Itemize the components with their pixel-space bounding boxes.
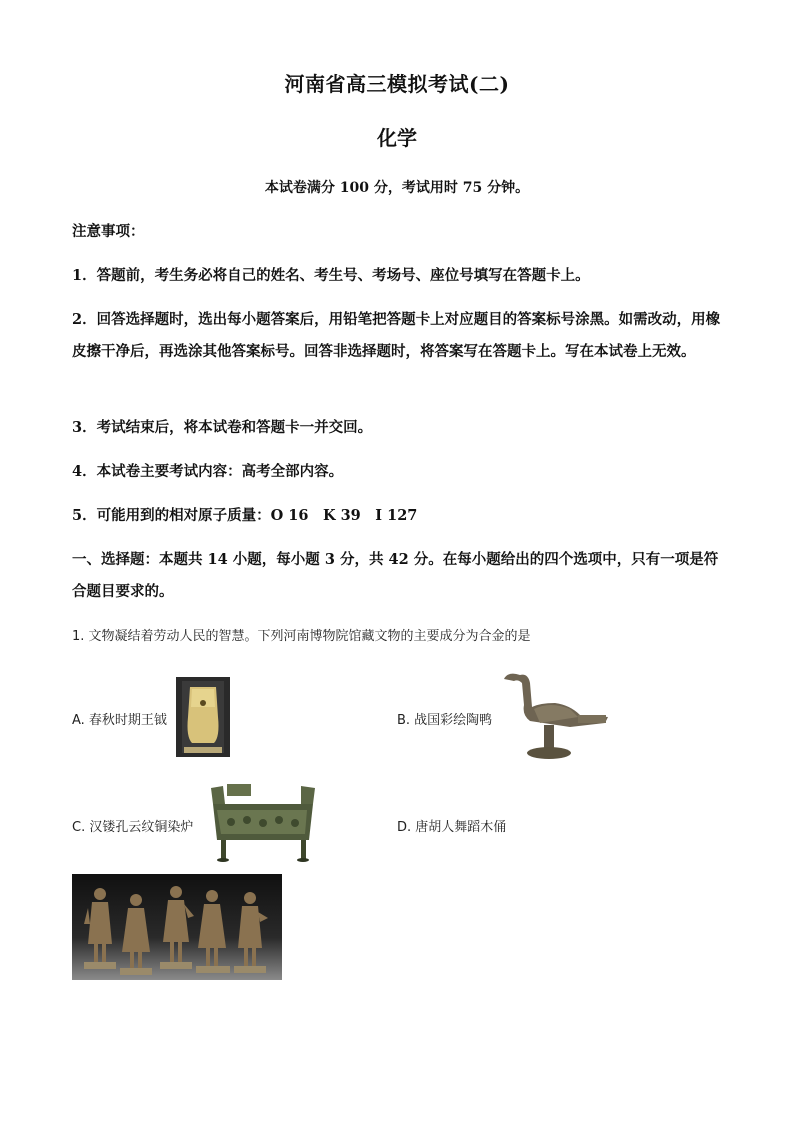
- option-c-label: C. 汉镂孔云纹铜染炉: [72, 820, 194, 835]
- note-item-1: 1．答题前，考生务必将自己的姓名、考生号、考场号、座位号填写在答题卡上。: [72, 267, 590, 284]
- notes-heading: 注意事项：: [72, 223, 145, 240]
- option-d-image-wooden-figurines: [72, 874, 282, 980]
- subject-title: 化学: [377, 126, 417, 150]
- option-b-label: B. 战国彩绘陶鸭: [397, 713, 493, 728]
- note-item-4: 4．本试卷主要考试内容：高考全部内容。: [72, 463, 344, 480]
- option-a-image-wangyue: [176, 677, 230, 757]
- note-item-3: 3．考试结束后，将本试卷和答题卡一并交回。: [72, 419, 373, 436]
- note-item-2: 2．回答选择题时，选出每小题答案后，用铅笔把答题卡上对应题目的答案标号涂黑。如需改动，用橡皮擦干净后，再选涂其他答案标号。回答非选择题时，将答案写在答题卡上。写在本试卷上无效。: [72, 311, 721, 360]
- option-d-label: D. 唐胡人舞蹈木俑: [397, 820, 507, 835]
- exam-title: 河南省高三模拟考试(二): [284, 72, 510, 96]
- section-heading: 一、选择题：本题共 14 小题，每小题 3 分，共 42 分。在每小题给出的四个选项中，只有一项是符合题目要求的。: [72, 551, 719, 600]
- question-stem: 1. 文物凝结着劳动人民的智慧。下列河南博物院馆藏文物的主要成分为合金的是: [72, 629, 531, 644]
- option-a-label: A. 春秋时期王钺: [72, 713, 167, 728]
- exam-info: 本试卷满分 100 分，考试用时 75 分钟。: [264, 180, 530, 196]
- option-c-image-bronze-stove: [207, 782, 319, 862]
- note-item-5: 5．可能用到的相对原子质量：O 16 K 39 I 127: [72, 507, 418, 524]
- option-b-image-pottery-duck: [500, 665, 610, 765]
